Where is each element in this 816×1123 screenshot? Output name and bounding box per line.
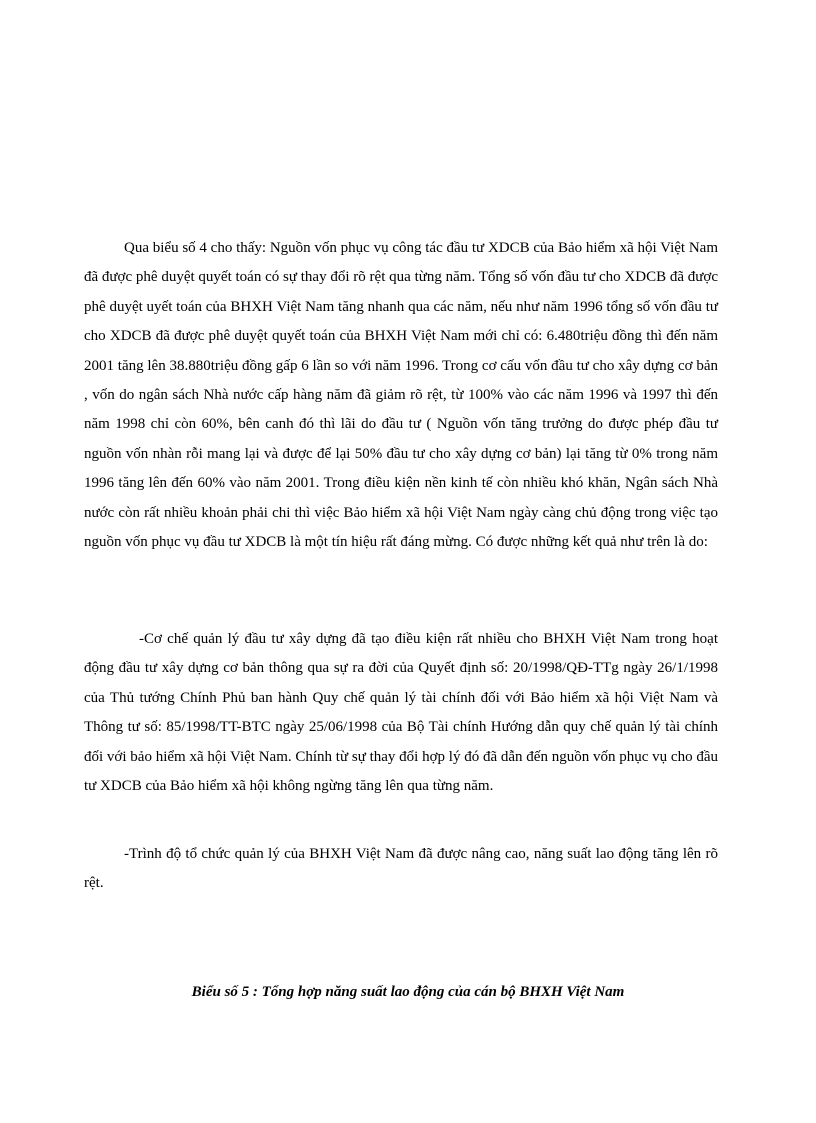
paragraph-funding-analysis: Qua biểu số 4 cho thấy: Nguồn vốn phục vụ công tác đầu tư XDCB của Bảo hiểm xã hội Việt Nam đã được phê duyệt quyết toán có sự thay đổi rõ rệt qua từng năm. Tổng số vốn đầu tư cho XDCB đã được phê duyệt uyết toán của BHXH Việt Nam tăng nhanh qua các năm, nếu như năm 1996 tổng số vốn đầu tư cho XDCB đã được phê duyệt quyết toán của BHXH Việt Nam mới chỉ có: 6.480triệu đồng thì đến năm 2001 tăng lên 38.880triệu đồng gấp 6 lần so với năm 1996. Trong cơ cấu vốn đầu tư cho xây dựng cơ bản , vốn do ngân sách Nhà nước cấp hàng năm đã giảm rõ rệt, từ 100% vào các năm 1996 và 1997 thì đến năm 1998 chỉ còn 60%, bên canh đó thì lãi do đầu tư ( Nguồn vốn tăng trưởng do được phép đầu tư nguồn vốn nhàn rỗi mang lại và được để lại 50% đầu tư cho xây dựng cơ bản) lại tăng từ 0% trong năm 1996 tăng lên đến 60% vào năm 2001. Trong điều kiện nền kinh tế còn nhiều khó khăn, Ngân sách Nhà nước còn rất nhiều khoản phải chi thì việc Bảo hiểm xã hội Việt Nam ngày càng chủ động trong việc tạo nguồn vốn phục vụ đầu tư XDCB là một tín hiệu rất đáng mừng. Có được những kết quả như trên là do: (84, 240, 718, 551)
paragraph-management-mechanism: -Cơ chế quản lý đầu tư xây dựng đã tạo điều kiện rất nhiều cho BHXH Việt Nam trong hoạt động đầu tư xây dựng cơ bản thông qua sự ra đời của Quyết định số: 20/1998/QĐ-TTg ngày 26/1/1998 của Thủ tướng Chính Phủ ban hành Quy chế quản lý tài chính đối với Bảo hiểm xã hội Việt Nam và Thông tư số: 85/1998/TT-BTC ngày 25/06/1998 của Bộ Tài chính Hướng dẫn quy chế quản lý tài chính đối với bảo hiểm xã hội Việt Nam. Chính từ sự thay đổi hợp lý đó đã dẫn đến nguồn vốn phục vụ cho đầu tư XDCB của Bảo hiểm xã hội không ngừng tăng lên qua từng năm. (84, 631, 718, 795)
paragraph-management-capacity: -Trình độ tổ chức quản lý của BHXH Việt Nam đã được nâng cao, năng suất lao động tăng lên rõ rệt. (84, 846, 718, 892)
table-caption: Biểu số 5 : Tổng hợp năng suất lao động của cán bộ BHXH Việt Nam (191, 984, 625, 1000)
